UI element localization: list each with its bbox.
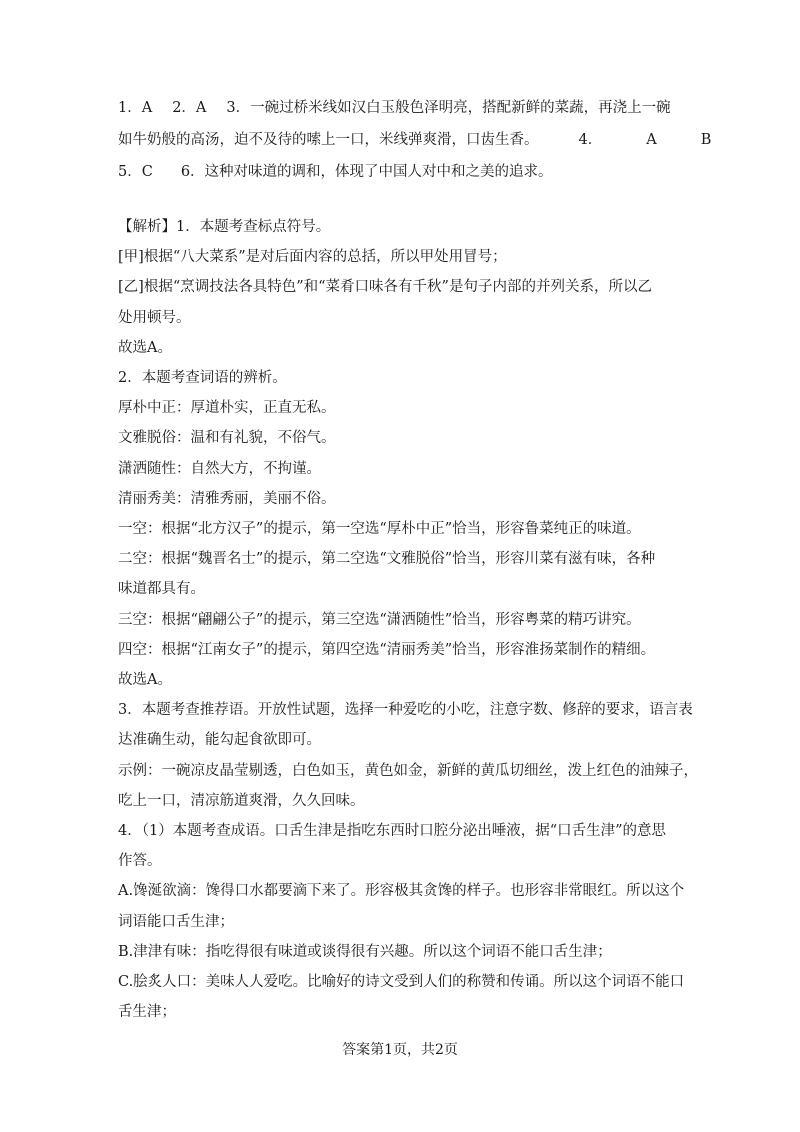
answer-4-part-1: A <box>646 132 657 148</box>
analysis-line: [甲]根据“八大菜系”是对后面内容的总括，所以甲处用冒号； <box>118 249 507 266</box>
analysis-line: A.馋涎欲滴：馋得口水都要滴下来了。形容极其贪馋的样子。也形容非常眼红。所以这个 <box>118 883 685 900</box>
answer-4-number: 4． <box>578 132 603 148</box>
analysis-line: 清丽秀美：清雅秀丽，美丽不俗。 <box>118 490 336 507</box>
analysis-line: 味道都具有。 <box>118 581 205 598</box>
answer-6: 6．这种对味道的调和，体现了中国人对中和之美的追求。 <box>180 164 553 180</box>
analysis-line: 处用顿号。 <box>118 309 191 326</box>
analysis-line: 潇洒随性：自然大方，不拘谨。 <box>118 460 321 477</box>
analysis-line: 二空：根据“魏晋名士”的提示，第二空选“文雅脱俗”恰当，形容川菜有滋有味，各种 <box>118 551 656 568</box>
analysis-line: 四空：根据“江南女子”的提示，第四空选“清丽秀美”恰当，形容淮扬菜制作的精细。 <box>118 641 656 658</box>
page-number: 答案第1页，共2页 <box>342 1042 458 1058</box>
analysis-line: B.津津有味：指吃得很有味道或谈得很有兴趣。所以这个词语不能口舌生津； <box>118 943 612 960</box>
analysis-line: 文雅脱俗：温和有礼貌，不俗气。 <box>118 430 336 447</box>
analysis-line: C.脍炙人口：美味人人爱吃。比喻好的诗文受到人们的称赞和传诵。所以这个词语不能口 <box>118 974 685 991</box>
analysis-line: 达准确生动，能勾起食欲即可。 <box>118 732 321 749</box>
analysis-line: 【解析】1．本题考查标点符号。 <box>118 219 331 235</box>
analysis-line: 故选A。 <box>118 672 172 689</box>
analysis-line: 示例：一碗凉皮晶莹剔透，白色如玉，黄色如金，新鲜的黄瓜切细丝，泼上红色的油辣子， <box>118 762 698 779</box>
answer-3-continued: 如牛奶般的高汤，迫不及待的嗦上一口，米线弹爽滑，口齿生香。 <box>118 132 539 148</box>
analysis-line: 故选A。 <box>118 339 172 356</box>
answer-line-1 <box>118 92 678 124</box>
answer-2: 2．A <box>172 100 207 116</box>
answer-4-part-2: B <box>700 132 712 148</box>
analysis-line: 一空：根据“北方汉子”的提示，第一空选“厚朴中正”恰当，形容鲁菜纯正的味道。 <box>118 521 641 538</box>
analysis-line: 舌生津； <box>118 1004 176 1021</box>
answer-key <box>118 92 712 188</box>
analysis-line: 词语能口舌生津； <box>118 913 234 930</box>
answer-line-3 <box>118 156 678 188</box>
answer-line-2 <box>118 124 712 156</box>
answer-5: 5．C <box>118 164 153 180</box>
analysis-line: 3．本题考查推荐语。开放性试题，选择一种爱吃的小吃，注意字数、修辞的要求，语言表 <box>118 702 693 719</box>
analysis-line: 厚朴中正：厚道朴实，正直无私。 <box>118 400 336 417</box>
analysis-line: 三空：根据“翩翩公子”的提示，第三空选“潇洒随性”恰当，形容粤菜的精巧讲究。 <box>118 611 641 628</box>
analysis-line: 吃上一口，清凉筋道爽滑，久久回味。 <box>118 792 365 809</box>
analysis-line: 2．本题考查词语的辨析。 <box>118 370 287 387</box>
answer-3: 3．一碗过桥米线如汉白玉般色泽明亮，搭配新鲜的菜蔬，再浇上一碗 <box>226 100 671 116</box>
page-footer <box>0 1040 800 1060</box>
answer-1: 1．A <box>118 100 153 116</box>
analysis-line: [乙]根据“烹调技法各具特色”和“菜肴口味各有千秋”是句子内部的并列关系，所以乙 <box>118 279 652 296</box>
analysis-line: 4．（1）本题考查成语。口舌生津是指吃东西时口腔分泌出唾液，据“口舌生津”的意思 <box>118 823 667 840</box>
analysis-section <box>118 212 698 1027</box>
analysis-line: 作答。 <box>118 853 162 870</box>
